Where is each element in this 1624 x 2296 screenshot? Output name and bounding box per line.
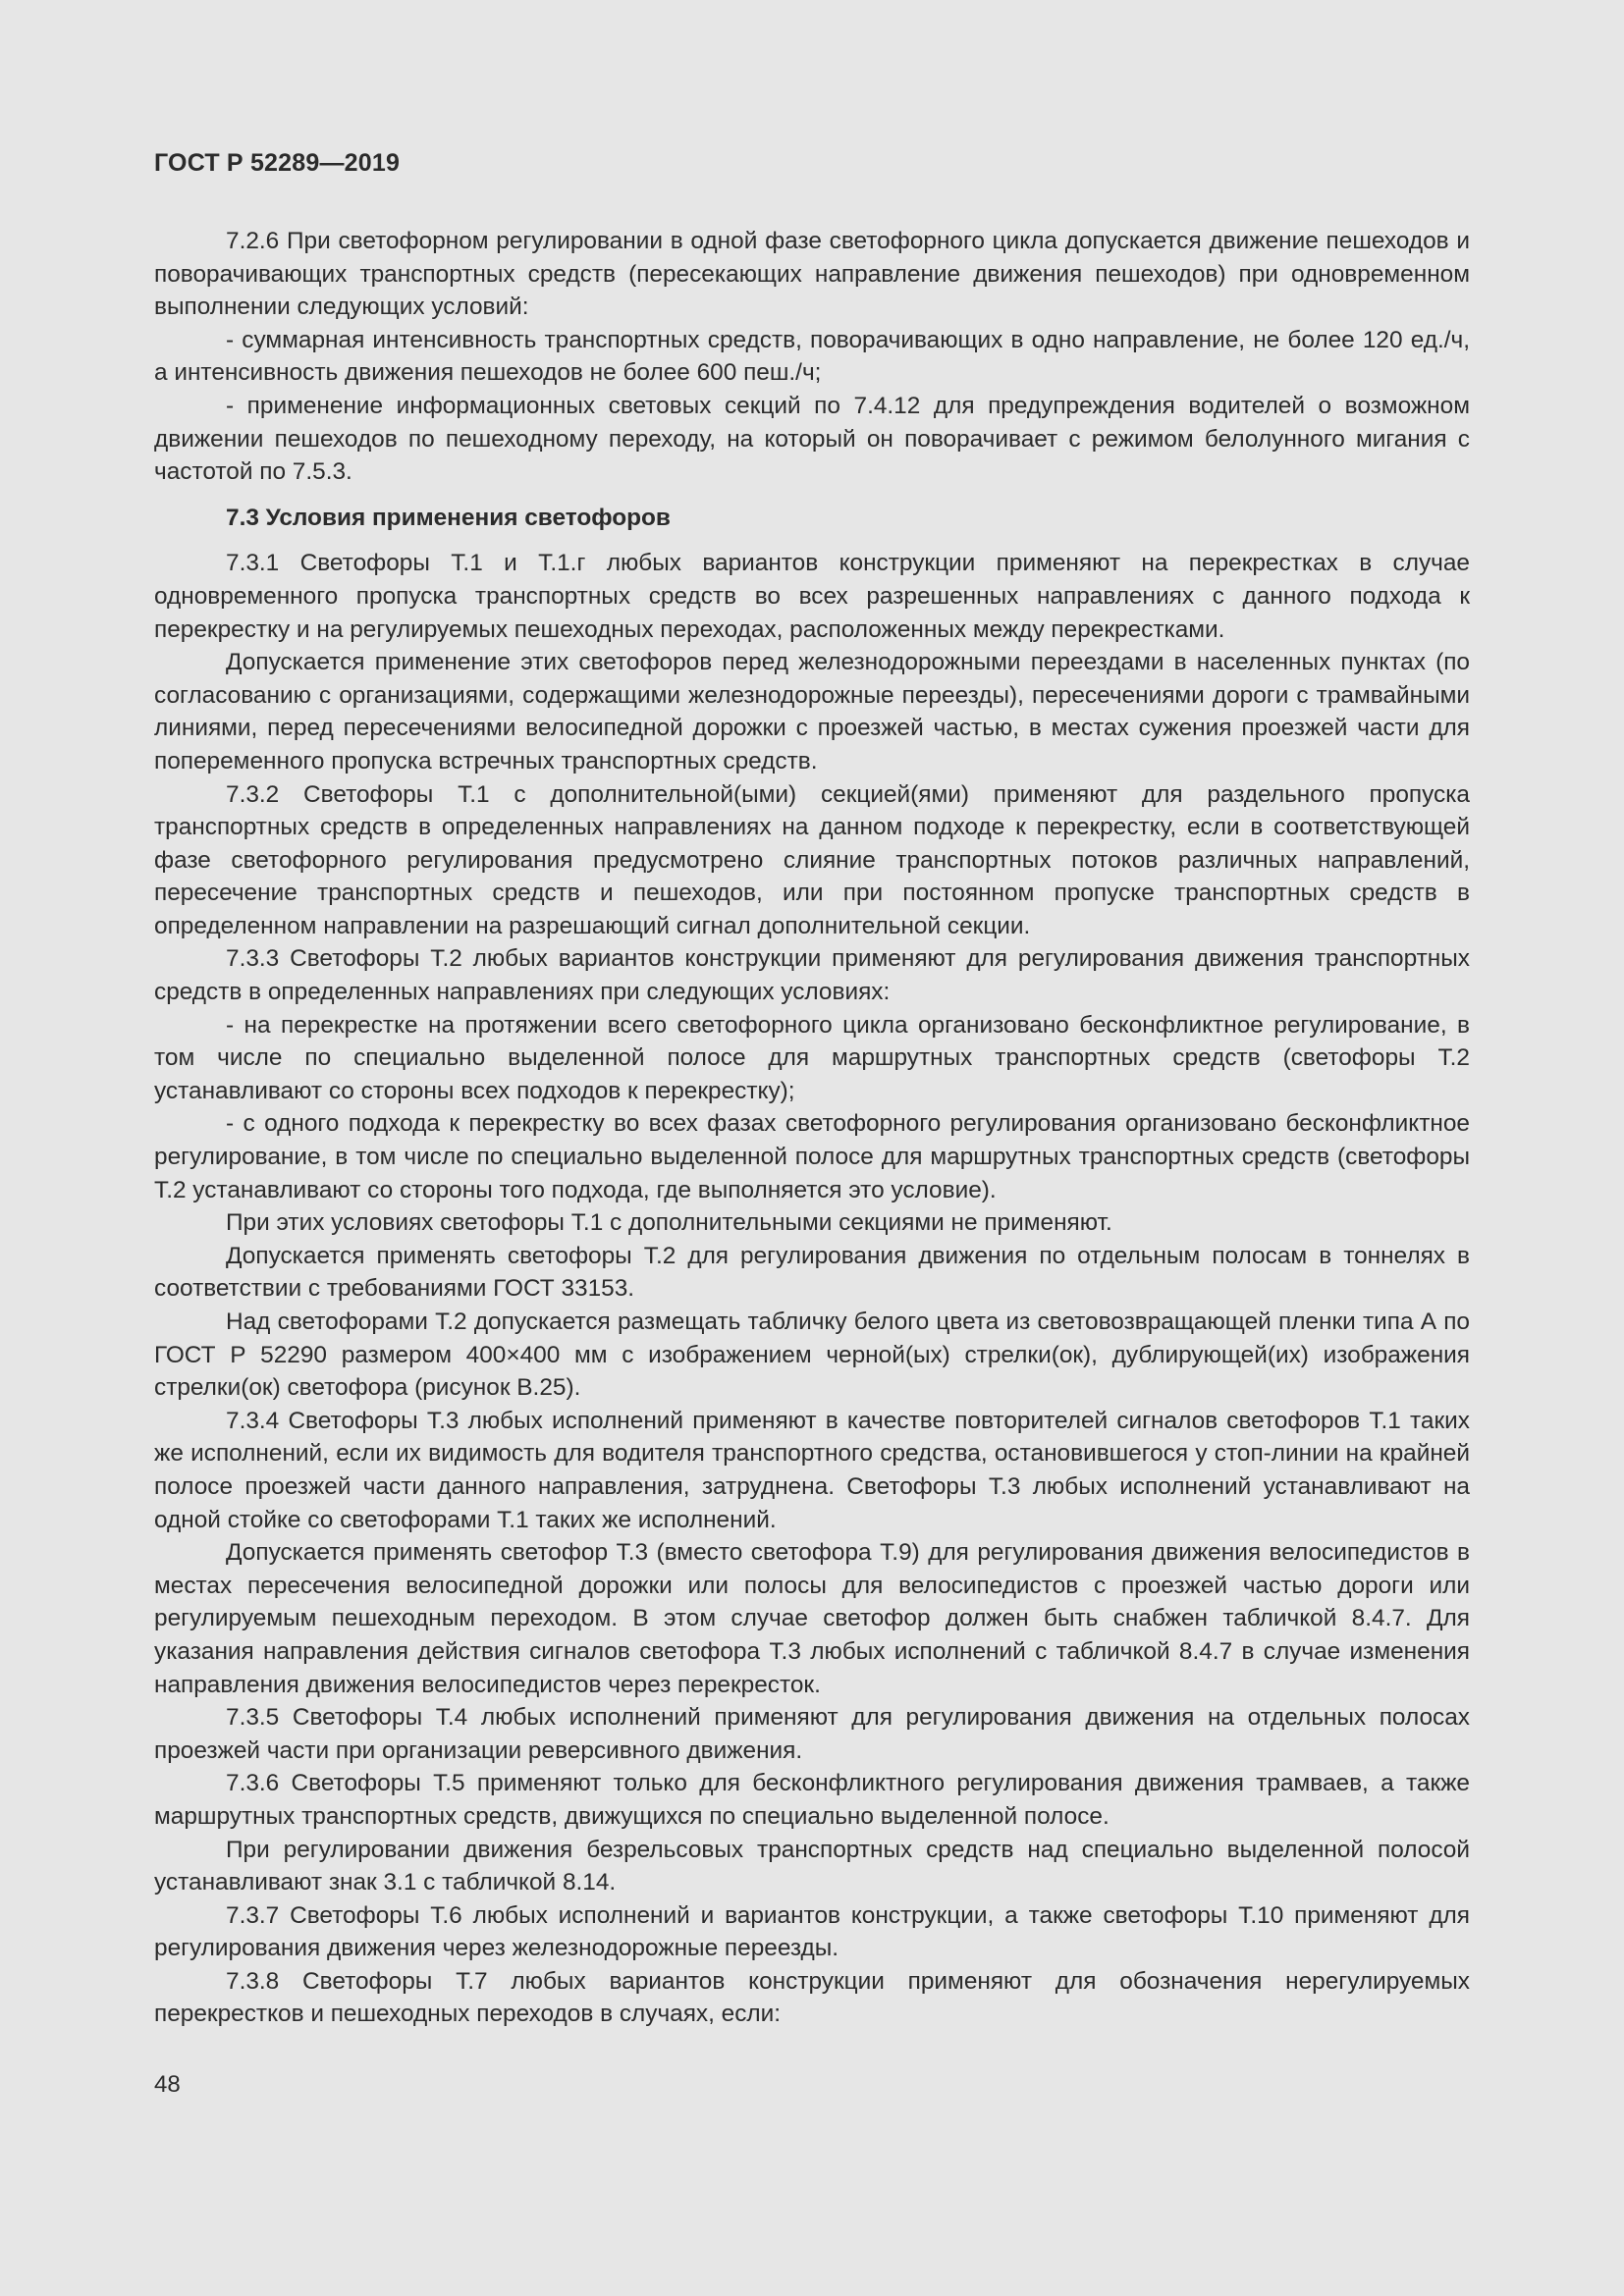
list-item: - суммарная интенсивность транспортных средств, поворачивающих в одно направление, не более 120 ед./ч, а интенсивность движения пешеходов не более 600 пеш./ч; bbox=[154, 326, 1470, 387]
page-number: 48 bbox=[154, 2071, 181, 2098]
paragraph-7-3-2: 7.3.2 Светофоры Т.1 с дополнительной(ыми) секцией(ями) применяют для раздельного пропуска транспортных средств в определенных направлениях на данном подходе к перекрестку, если в соответствующей фазе светофорного регулирования предусмотрено слияние транспортных потоков различных направлений, пересечение транспортных средств и пешеходов, или при постоянном пропуске транспортных средств в определенном направлении на разрешающий сигнал дополнительной секции. bbox=[154, 780, 1470, 939]
paragraph: Допускается применение этих светофоров перед железнодорожными переездами в населенных пунктах (по согласованию с организациями, содержащими железнодорожные переезды), пересечениями дороги с трамвайными линиями, перед пересечениями велосипедной дорожки с проезжей частью, в местах сужения проезжей части для попеременного пропуска встречных транспортных средств. bbox=[154, 649, 1470, 774]
standard-header: ГОСТ Р 52289—2019 bbox=[154, 149, 401, 177]
paragraph: Допускается применять светофор Т.3 (вместо светофора Т.9) для регулирования движения велосипедистов в местах пересечения велосипедной дорожки или полосы для велосипедистов с проезжей частью дороги или регулируемым пешеходным переходом. В этом случае светофор должен быть снабжен табличкой 8.4.7. Для указания направления действия сигналов светофора Т.3 любых исполнений с табличкой 8.4.7 в случае изменения направления движения велосипедистов через перекресток. bbox=[154, 1539, 1470, 1698]
list-item: - на перекрестке на протяжении всего светофорного цикла организовано бесконфликтное регулирование, в том числе по специально выделенной полосе для маршрутных транспортных средств (светофоры Т.2 устанавливают со стороны всех подходов к перекрестку); bbox=[154, 1011, 1470, 1104]
document-page bbox=[154, 0, 1470, 2296]
document-body bbox=[154, 225, 1470, 2031]
paragraph-7-3-3: 7.3.3 Светофоры Т.2 любых вариантов конструкции применяют для регулирования движения транспортных средств в определенных направлениях при следующих условиях: bbox=[154, 945, 1470, 1006]
paragraph: Допускается применять светофоры Т.2 для регулирования движения по отдельным полосам в тоннелях в соответствии с требованиями ГОСТ 33153. bbox=[154, 1242, 1470, 1303]
paragraph: При этих условиях светофоры Т.1 с дополнительными секциями не применяют. bbox=[226, 1209, 1112, 1237]
paragraph: При регулировании движения безрельсовых транспортных средств над специально выделенной полосой устанавливают знак 3.1 с табличкой 8.14. bbox=[154, 1836, 1470, 1896]
paragraph-7-3-6: 7.3.6 Светофоры Т.5 применяют только для бесконфликтного регулирования движения трамваев, а также маршрутных транспортных средств, движущихся по специально выделенной полосе. bbox=[154, 1770, 1470, 1830]
paragraph: Над светофорами Т.2 допускается размещать табличку белого цвета из световозвращающей пленки типа А по ГОСТ Р 52290 размером 400×400 мм с изображением черной(ых) стрелки(ок), дублирующей(их) изображения стрелки(ок) светофора (рисунок В.25). bbox=[154, 1308, 1470, 1402]
paragraph-7-3-4: 7.3.4 Светофоры Т.3 любых исполнений применяют в качестве повторителей сигналов светофоров Т.1 таких же исполнений, если их видимость для водителя транспортного средства, остановившегося у стоп-линии на крайней полосе проезжей части данного направления, затруднена. Светофоры Т.3 любых исполнений устанавливают на одной стойке со светофорами Т.1 таких же исполнений. bbox=[154, 1407, 1470, 1533]
section-heading-7-3: 7.3 Условия применения светофоров bbox=[226, 504, 671, 531]
list-item: - с одного подхода к перекрестку во всех фазах светофорного регулирования организовано бесконфликтное регулирование, в том числе по специально выделенной полосе для маршрутных транспортных средств (светофоры Т.2 устанавливают со стороны того подхода, где выполняется это условие). bbox=[154, 1110, 1470, 1203]
paragraph-7-3-1: 7.3.1 Светофоры Т.1 и Т.1.г любых вариантов конструкции применяют на перекрестках в случае одновременного пропуска транспортных средств во всех разрешенных направлениях с данного подхода к перекрестку и на регулируемых пешеходных переходах, расположенных между перекрестками. bbox=[154, 550, 1470, 643]
paragraph-7-3-5: 7.3.5 Светофоры Т.4 любых исполнений применяют для регулирования движения на отдельных полосах проезжей части при организации реверсивного движения. bbox=[154, 1704, 1470, 1764]
paragraph-7-2-6: 7.2.6 При светофорном регулировании в одной фазе светофорного цикла допускается движение пешеходов и поворачивающих транспортных средств (пересекающих направление движения пешеходов) при одновременном выполнении следующих условий: bbox=[154, 228, 1470, 321]
list-item: - применение информационных световых секций по 7.4.12 для предупреждения водителей о возможном движении пешеходов по пешеходному переходу, на который он поворачивает с режимом белолунного мигания с частотой по 7.5.3. bbox=[154, 392, 1470, 486]
paragraph-7-3-8: 7.3.8 Светофоры Т.7 любых вариантов конструкции применяют для обозначения нерегулируемых перекрестков и пешеходных переходов в случаях, если: bbox=[154, 1967, 1470, 2028]
paragraph-7-3-7: 7.3.7 Светофоры Т.6 любых исполнений и вариантов конструкции, а также светофоры Т.10 применяют для регулирования движения через железнодорожные переезды. bbox=[154, 1901, 1470, 1962]
